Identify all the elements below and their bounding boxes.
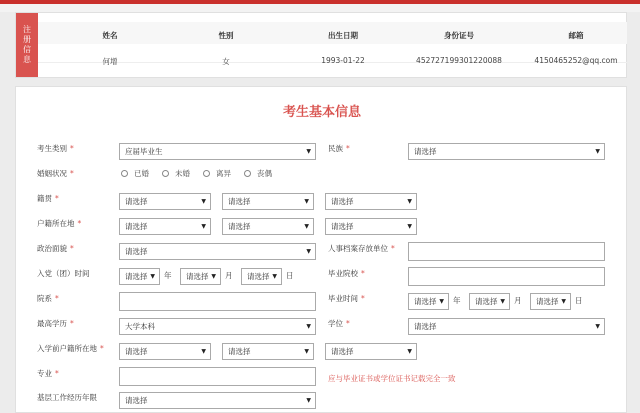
dropdown-arrow-icon: ▼ xyxy=(306,148,311,155)
registration-table xyxy=(38,13,627,77)
year-unit: 年 xyxy=(164,271,172,280)
header-birthdate: 出生日期 xyxy=(328,31,358,40)
native-place-label: 籍贯 * xyxy=(37,194,59,203)
department-input[interactable] xyxy=(119,292,316,311)
join-month-select[interactable]: 请选择 ▼ xyxy=(180,268,221,285)
cell-email: 4150465252@qq.com xyxy=(534,56,618,65)
major-label: 专业 * xyxy=(37,369,59,378)
graduate-school-label: 毕业院校 * xyxy=(328,269,365,278)
dropdown-arrow-icon: ▼ xyxy=(595,148,600,155)
work-years-select[interactable]: 请选择 ▼ xyxy=(119,392,316,409)
dropdown-arrow-icon: ▼ xyxy=(304,348,309,355)
dropdown-arrow-icon: ▼ xyxy=(304,198,309,205)
header-email: 邮箱 xyxy=(568,31,584,40)
household-city-select[interactable]: 请选择 ▼ xyxy=(222,218,314,235)
dropdown-arrow-icon: ▼ xyxy=(407,223,412,230)
dropdown-arrow-icon: ▼ xyxy=(306,248,311,255)
household-province-select[interactable]: 请选择 ▼ xyxy=(119,218,211,235)
dropdown-arrow-icon: ▼ xyxy=(407,348,412,355)
join-day-select[interactable]: 请选择 ▼ xyxy=(241,268,282,285)
grad-day-select[interactable]: 请选择 ▼ xyxy=(530,293,571,310)
dropdown-arrow-icon: ▼ xyxy=(201,198,206,205)
marital-radio-widowed[interactable]: 丧偶 xyxy=(244,168,272,179)
grad-date-label: 毕业时间 * xyxy=(328,294,365,303)
cell-id-number: 452727199301220088 xyxy=(416,56,502,65)
registration-side-label xyxy=(16,13,38,77)
grad-year-select[interactable]: 请选择 ▼ xyxy=(408,293,449,310)
household-county-select[interactable]: 请选择 ▼ xyxy=(325,218,417,235)
dropdown-arrow-icon: ▼ xyxy=(306,397,311,404)
work-years-label: 基层工作经历年限 xyxy=(37,393,97,402)
top-strip xyxy=(0,4,640,12)
month-unit: 月 xyxy=(225,271,233,280)
dropdown-arrow-icon: ▼ xyxy=(211,273,216,280)
ethnicity-label: 民族 * xyxy=(328,144,350,153)
dropdown-arrow-icon: ▼ xyxy=(150,273,155,280)
major-note: 应与毕业证书或学位证书记载完全一致 xyxy=(328,374,456,383)
marital-radio-single[interactable]: 未婚 xyxy=(162,168,190,179)
marital-label: 婚姻状况 * xyxy=(37,169,74,178)
pre-enroll-city-select[interactable]: 请选择 ▼ xyxy=(222,343,314,360)
political-label: 政治面貌 * xyxy=(37,244,74,253)
candidate-type-label: 考生类别 * xyxy=(37,144,74,153)
dropdown-arrow-icon: ▼ xyxy=(201,223,206,230)
dropdown-arrow-icon: ▼ xyxy=(500,298,505,305)
dropdown-arrow-icon: ▼ xyxy=(201,348,206,355)
dropdown-arrow-icon: ▼ xyxy=(306,323,311,330)
political-select[interactable]: 请选择 ▼ xyxy=(119,243,316,260)
major-input[interactable] xyxy=(119,367,316,386)
side-label-char: 息 xyxy=(23,55,31,64)
radio-circle-icon xyxy=(162,170,169,177)
month-unit: 月 xyxy=(514,296,522,305)
year-unit: 年 xyxy=(453,296,461,305)
cell-birthdate: 1993-01-22 xyxy=(321,56,365,65)
side-label-char: 册 xyxy=(23,35,31,44)
day-unit: 日 xyxy=(575,296,583,305)
education-label: 最高学历 * xyxy=(37,319,74,328)
dropdown-arrow-icon: ▼ xyxy=(595,323,600,330)
cell-name: 何增 xyxy=(102,57,118,66)
degree-select[interactable]: 请选择 ▼ xyxy=(408,318,605,335)
marital-radio-married[interactable]: 已婚 xyxy=(121,168,149,179)
ethnicity-select[interactable]: 请选择 ▼ xyxy=(408,143,605,160)
radio-circle-icon xyxy=(244,170,251,177)
pre-enroll-county-select[interactable]: 请选择 ▼ xyxy=(325,343,417,360)
header-id-number: 身份证号 xyxy=(444,31,474,40)
candidate-info-form xyxy=(15,86,627,413)
candidate-type-select[interactable]: 应届毕业生 ▼ xyxy=(119,143,316,160)
archive-unit-label: 人事档案存放单位 * xyxy=(328,244,395,253)
education-select[interactable]: 大学本科 ▼ xyxy=(119,318,316,335)
header-name: 姓名 xyxy=(102,31,118,40)
side-label-char: 注 xyxy=(23,25,31,34)
join-year-select[interactable]: 请选择 ▼ xyxy=(119,268,160,285)
dropdown-arrow-icon: ▼ xyxy=(304,223,309,230)
day-unit: 日 xyxy=(286,271,294,280)
department-label: 院系 * xyxy=(37,294,59,303)
radio-circle-icon xyxy=(121,170,128,177)
graduate-school-input[interactable] xyxy=(408,267,605,286)
pre-enroll-household-label: 入学前户籍所在地 * xyxy=(37,344,104,353)
radio-circle-icon xyxy=(203,170,210,177)
native-province-select[interactable]: 请选择 ▼ xyxy=(119,193,211,210)
dropdown-arrow-icon: ▼ xyxy=(439,298,444,305)
degree-label: 学位 * xyxy=(328,319,350,328)
native-county-select[interactable]: 请选择 ▼ xyxy=(325,193,417,210)
form-title: 考生基本信息 xyxy=(282,105,361,120)
archive-unit-input[interactable] xyxy=(408,242,605,261)
dropdown-arrow-icon: ▼ xyxy=(272,273,277,280)
grad-month-select[interactable]: 请选择 ▼ xyxy=(469,293,510,310)
marital-radio-divorced[interactable]: 离异 xyxy=(203,168,231,179)
cell-gender: 女 xyxy=(222,57,230,66)
native-city-select[interactable]: 请选择 ▼ xyxy=(222,193,314,210)
registration-info-card xyxy=(15,12,627,78)
pre-enroll-province-select[interactable]: 请选择 ▼ xyxy=(119,343,211,360)
household-label: 户籍所在地 * xyxy=(37,219,82,228)
join-date-label: 入党（团）时间 xyxy=(37,269,90,278)
dropdown-arrow-icon: ▼ xyxy=(407,198,412,205)
side-label-char: 信 xyxy=(23,45,31,54)
header-gender: 性别 xyxy=(218,31,234,40)
dropdown-arrow-icon: ▼ xyxy=(561,298,566,305)
